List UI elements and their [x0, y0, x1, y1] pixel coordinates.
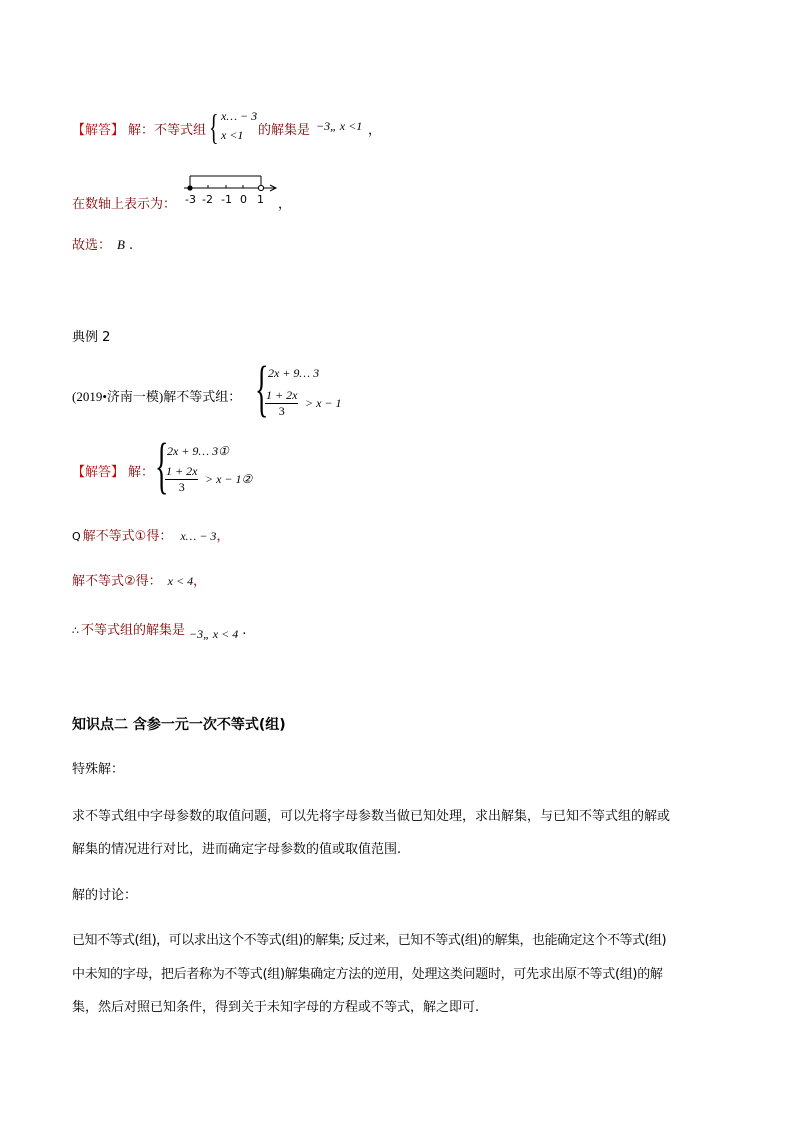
step-3-text: 不等式组的解集是 [81, 623, 186, 638]
fraction-numerator: 1 + 2x [166, 464, 198, 478]
open-point [258, 185, 263, 190]
example-title: 典例 2 [72, 330, 111, 345]
step-1-math: x… − 3 [180, 529, 217, 543]
tick-label: -3 [185, 193, 196, 206]
problem [72, 355, 372, 426]
step-2-end: ， [193, 574, 207, 589]
punct: ， [368, 123, 382, 138]
therefore-symbol: ∴ [72, 624, 79, 637]
system-line-2: x <1 [221, 128, 244, 142]
choice-line [72, 234, 133, 253]
paragraph-2-line: 中未知的字母，把后者称为不等式(组)解集确定方法的逆用，处理这类问题时，可先求出原不等式(组)的解 [72, 967, 663, 982]
system-brace: { [209, 107, 219, 147]
solution-set: −3„ x <1 [316, 119, 363, 133]
step-3-end: . [242, 623, 247, 638]
choice-end: . [128, 238, 134, 253]
fraction-denominator: 3 [278, 404, 285, 418]
fraction-numerator: 1 + 2x [266, 388, 298, 402]
tick-label: 0 [240, 193, 247, 206]
number-line [183, 174, 281, 206]
step-3-math: −3„ x < 4 [189, 627, 239, 641]
problem-source: (2019•济南一模)解不等式组： [72, 389, 242, 404]
paragraph-2-line: 集，然后对照已知条件，得到关于未知字母的方程或不等式，解之即可. [72, 1000, 480, 1015]
system-rhs: > x − 1 [305, 396, 342, 410]
because-symbol: Q [72, 530, 81, 543]
answer2 [72, 432, 372, 503]
step-3 [72, 619, 247, 641]
system-brace: { [255, 355, 269, 423]
system-rhs: > x − 1② [205, 472, 253, 486]
system-line-1: x… − 3 [221, 109, 258, 123]
tick-label: 1 [257, 193, 264, 206]
step-2-math: x < 4 [167, 574, 194, 588]
closed-point [187, 185, 192, 190]
answer-text1: 不等式组 [154, 123, 207, 138]
step-1 [72, 525, 229, 544]
numberline-row [72, 174, 332, 210]
tick-label: -1 [221, 193, 232, 206]
paragraph-1-line: 求不等式组中字母参数的取值问题，可以先将字母参数当做已知处理，求出解集，与已知不等式组的解或 [72, 809, 671, 824]
paragraph-1-line: 解集的情况进行对比，进而确定字母参数的值或取值范围. [72, 842, 402, 857]
numberline-prefix: 在数轴上表示为： [72, 197, 177, 212]
fraction-denominator: 3 [178, 480, 185, 494]
sub-heading-special: 特殊解： [72, 762, 125, 777]
answer-jie: 解： [128, 465, 155, 480]
choice-value: B [117, 237, 125, 252]
step-1-end: ， [216, 529, 230, 544]
answer-tag: 【解答】 [72, 465, 125, 480]
sub-heading-discussion: 解的讨论： [72, 888, 138, 903]
step-2 [72, 570, 206, 589]
choice-text: 故选： [72, 238, 112, 253]
answer-text2: 的解集是 [258, 123, 311, 138]
system-line-1: 2x + 9… 3① [167, 444, 229, 458]
step-1-text: 解不等式①得： [82, 529, 173, 544]
system-line-1: 2x + 9… 3 [268, 366, 320, 380]
step-2-text: 解不等式②得： [72, 574, 162, 589]
paragraph-2-line: 已知不等式(组)，可以求出这个不等式(组)的解集; 反过来，已知不等式(组)的解集，也能确定这个不等式(组) [72, 933, 667, 948]
answer-jie: 解： [128, 123, 155, 138]
system-brace: { [155, 432, 169, 500]
tick-label: -2 [202, 193, 213, 206]
numberline-suffix: ， [278, 197, 292, 212]
answer-tag: 【解答】 [72, 123, 125, 138]
fraction [265, 388, 298, 419]
fraction [165, 464, 198, 495]
section-heading: 知识点二 含参一元一次不等式(组) [72, 717, 286, 733]
